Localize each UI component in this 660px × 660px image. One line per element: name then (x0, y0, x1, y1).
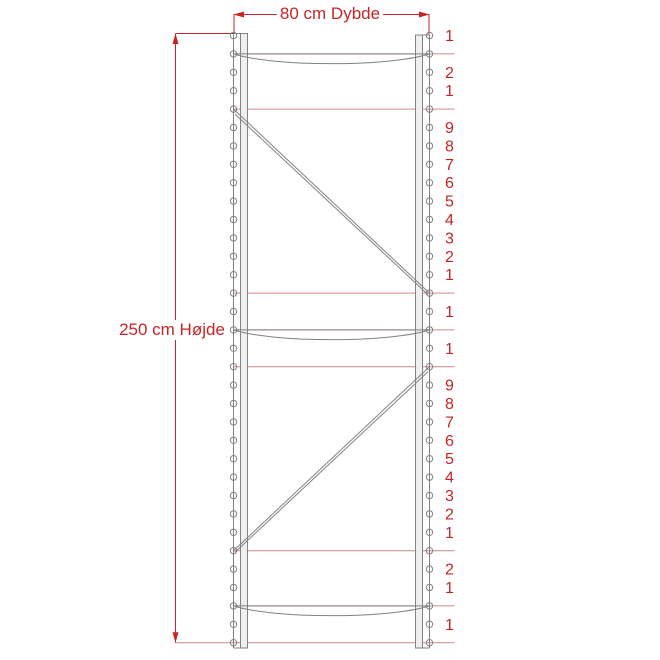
hole-count-label: 3 (445, 488, 454, 505)
hole-count-label: 6 (445, 432, 454, 450)
height-dimension-label: 250 cm Højde (116, 320, 228, 340)
right-post-side-face (416, 35, 423, 648)
hole-count-label: 6 (445, 175, 454, 193)
diagonal-brace-edge (235, 372, 428, 553)
hole-count-label: 1 (445, 28, 454, 45)
diagonal-brace-edge (235, 114, 428, 295)
hole-count-label: 1 (445, 580, 454, 597)
depth-dimension-label: 80 cm Dybde (277, 4, 383, 24)
hole-count-label: 1 (445, 340, 454, 358)
arrow-right-icon (419, 12, 430, 18)
hole-count-label: 8 (445, 138, 454, 156)
horizontal-brace-underside (234, 54, 430, 64)
hole-count-label: 2 (445, 64, 454, 82)
hole-count-label: 7 (445, 156, 454, 174)
hole-count-label: 2 (445, 248, 454, 266)
arrow-up-icon (173, 34, 179, 45)
hole-count-label: 4 (445, 212, 454, 229)
hole-count-label: 1 (445, 267, 454, 285)
hole-count-label: 9 (445, 377, 454, 395)
diagonal-brace (234, 367, 430, 551)
hole-count-label: 8 (445, 396, 454, 413)
hole-count-label: 9 (445, 120, 454, 137)
hole-count-label: 5 (445, 451, 454, 469)
hole-count-label: 1 (445, 616, 454, 634)
hole-count-label: 4 (445, 469, 454, 487)
hole-count-label: 5 (445, 193, 454, 211)
hole-count-label: 1 (445, 304, 454, 321)
horizontal-brace-underside (234, 330, 430, 340)
hole-count-label: 2 (445, 506, 454, 524)
hole-count-label: 1 (445, 524, 454, 542)
arrow-down-icon (173, 632, 179, 643)
diagonal-brace (234, 109, 430, 293)
hole-count-label: 7 (445, 414, 454, 432)
arrow-left-icon (234, 12, 245, 18)
hole-count-label: 3 (445, 230, 454, 248)
hole-count-label: 2 (445, 561, 454, 579)
horizontal-brace-underside (234, 606, 430, 616)
left-post-side-face (241, 34, 248, 649)
hole-count-label: 1 (445, 83, 454, 101)
